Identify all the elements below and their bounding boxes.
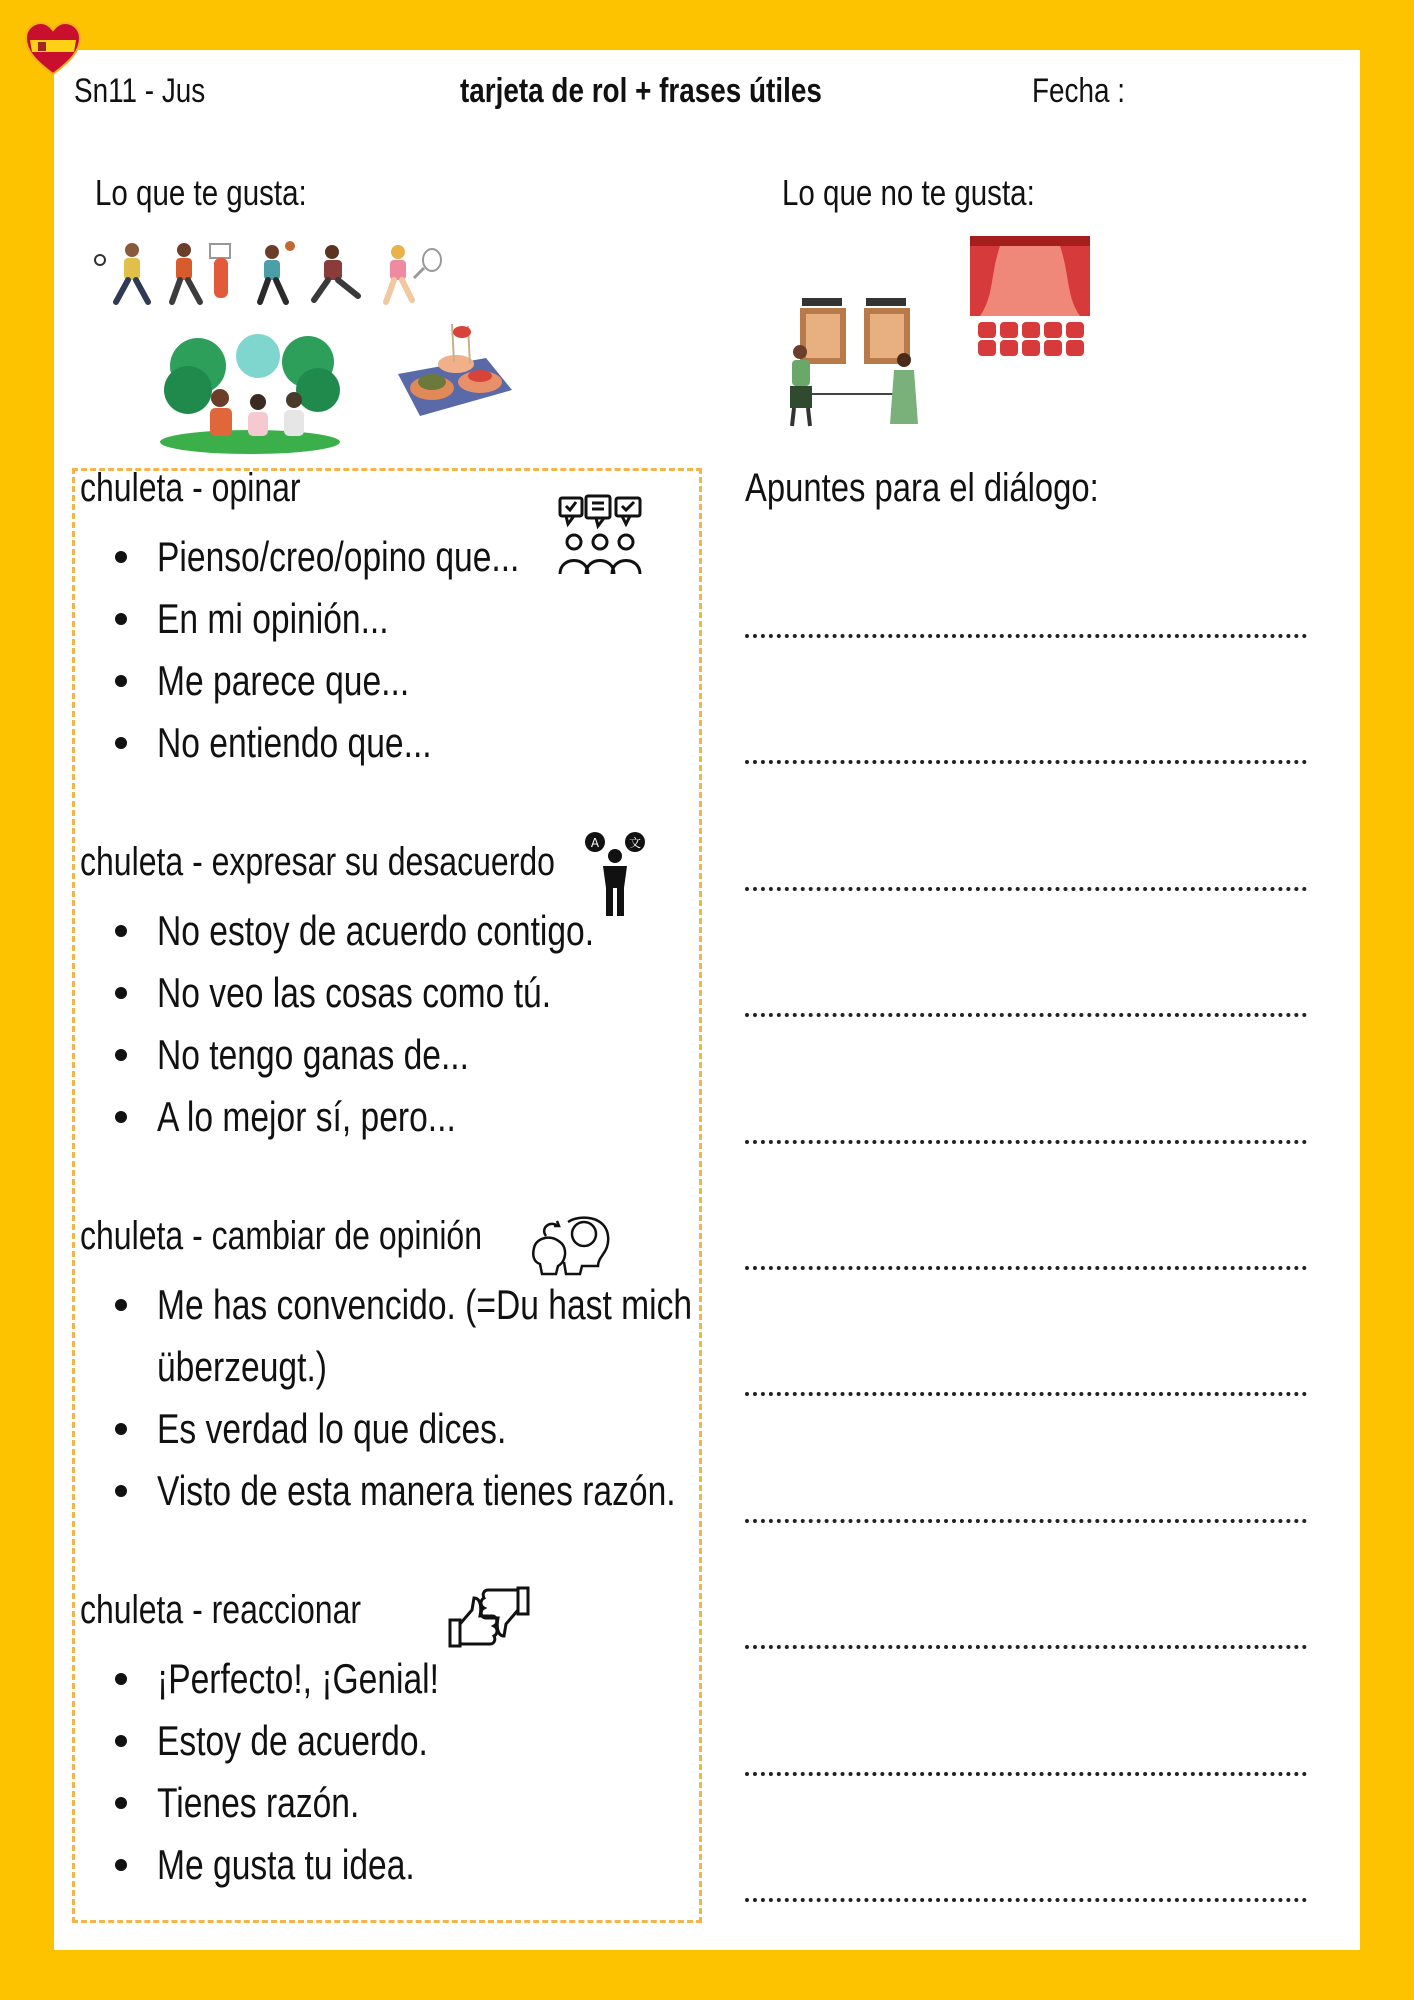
phrase-list-cambiar — [105, 1274, 826, 1522]
note-line[interactable] — [745, 1645, 1307, 1649]
list-item: Visto de esta manera tienes razón. — [105, 1460, 826, 1522]
svg-text:A: A — [590, 836, 600, 850]
tapas-plate-image — [390, 318, 516, 426]
note-line[interactable] — [745, 1898, 1307, 1902]
list-item: ¡Perfecto!, ¡Genial! — [105, 1648, 509, 1710]
svg-text:文: 文 — [628, 836, 642, 850]
list-item: Me has convencido. (=Du hast mich — [105, 1274, 826, 1336]
sports-players-image — [92, 240, 460, 310]
date-label: Fecha : — [1032, 72, 1125, 110]
section-heading-reaccionar: chuleta - reaccionar — [80, 1588, 362, 1632]
list-item: No entiendo que... — [105, 712, 610, 774]
note-line[interactable] — [745, 1013, 1307, 1017]
phrase-list-desacuerdo — [105, 900, 703, 1148]
list-item: A lo mejor sí, pero... — [105, 1086, 703, 1148]
note-line[interactable] — [745, 1392, 1307, 1396]
phrase-list-reaccionar — [105, 1648, 509, 1896]
note-line[interactable] — [745, 1140, 1307, 1144]
section-heading-opinar: chuleta - opinar — [80, 466, 301, 510]
section-heading-cambiar: chuleta - cambiar de opinión — [80, 1214, 483, 1258]
note-line[interactable] — [745, 1266, 1307, 1270]
picnic-park-image — [158, 326, 342, 454]
phrase-list-opinar — [105, 526, 610, 774]
list-item: Estoy de acuerdo. — [105, 1710, 509, 1772]
theater-stage-image — [970, 236, 1090, 360]
list-item: En mi opinión... — [105, 588, 610, 650]
list-item: Pienso/creo/opino que... — [105, 526, 610, 588]
list-item: No veo las cosas como tú. — [105, 962, 703, 1024]
museum-visitors-image — [780, 294, 922, 430]
list-item: Es verdad lo que dices. — [105, 1398, 826, 1460]
notes-label: Apuntes para el diálogo: — [745, 466, 1099, 510]
class-code: Sn11 - Jus — [74, 72, 206, 110]
dislikes-label: Lo que no te gusta: — [782, 172, 1035, 213]
note-line[interactable] — [745, 887, 1307, 891]
note-line[interactable] — [745, 760, 1307, 764]
list-item: No tengo ganas de... — [105, 1024, 703, 1086]
list-item-continuation: überzeugt.) — [157, 1343, 327, 1390]
page-title: tarjeta de rol + frases útiles — [460, 72, 822, 110]
list-item: Me gusta tu idea. — [105, 1834, 509, 1896]
change-mind-icon — [528, 1214, 614, 1280]
note-line[interactable] — [745, 634, 1307, 638]
thumbs-up-down-icon — [446, 1584, 532, 1650]
likes-label: Lo que te gusta: — [95, 172, 307, 213]
spain-heart-logo — [24, 20, 82, 78]
note-line[interactable] — [745, 1772, 1307, 1776]
section-heading-desacuerdo: chuleta - expresar su desacuerdo — [80, 840, 555, 884]
list-item: Tienes razón. — [105, 1772, 509, 1834]
list-item: Me parece que... — [105, 650, 610, 712]
list-item: No estoy de acuerdo contigo. — [105, 900, 703, 962]
note-line[interactable] — [745, 1519, 1307, 1523]
